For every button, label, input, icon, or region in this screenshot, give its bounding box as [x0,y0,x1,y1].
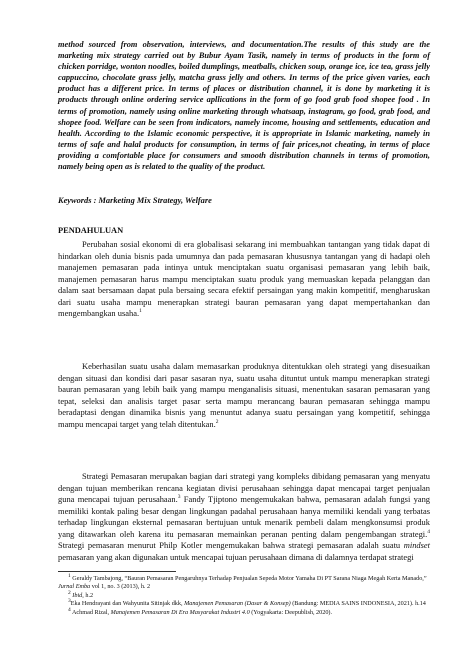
footnote-4-italic: Manajemen Pemasaran Di Era Masyarakat Industri 4.0 [110,608,250,616]
paragraph-3-text-a: Strategi Pemasaran merupakan bagian dari strategi yang kompleks dibidang pemasaran yang menyatu dengan tujuan memberikan rencana kegiatan divisi perusahaan sehingga dapat mencapai target penjualan guna mencapai tujuan perusahaan. [58,471,430,505]
keywords-line: Keywords : Marketing Mix Strategy, Welfare [58,196,212,205]
footnote-4-number: 4 [68,606,71,613]
footnote-4-text-b: (Yogyakarta: Deepublish, 2020). [249,608,333,616]
footnote-2-number: 2 [68,589,71,596]
footnote-ref-2: 2 [215,418,219,425]
paragraph-3-text-c: Strategi pemasaran menurut Philp Kotler mengemukakan bahwa strategi pemasaran adalah suatu [58,540,404,551]
footnote-2-text: , h.2 [82,591,94,599]
paragraph-1-text: Perubahan sosial ekonomi di era globalisasi sekarang ini membuahkan tantangan yang tidak dapat di hindarkan oleh dunia bisnis pada umumnya dan pada pemasaran khususnya tantangan yang di hadapi oleh manajemen pemasaran pada intinya untuk menciptakan suatu organisasi pemasaran yang lebih baik, manajemen pemasaran harus mampu menciptakan suatu produk yang memuaskan kepada pelanggan dan dalam saat bersamaan dapat pula bersaing secara efektif persaingan yang makin kompetitif, mengharuskan dari suatu usaha mampu menerapkan strategi bauran pemasaran yang dapat mempertahankan dan mengembangkan usaha. [58,239,430,319]
footnote-3-text-a: Eka Hendrayani dan Wahyunita Sitinjak dkk, [70,600,185,608]
paragraph-1 [58,239,430,320]
footnote-1-text-b: vol 1, no. 3 (2013), h. 2 [90,583,151,591]
footnote-ref-4: 4 [427,528,430,535]
paragraph-2 [58,361,430,430]
footnotes [58,572,430,617]
footnote-1-italic: Jurnal Emba [58,583,91,591]
paragraph-3-text-d: pemasaran yang akan digunakan untuk mencapai tujuan perusahaan dimana di dalamnya terdapat strategi [58,551,414,562]
footnote-ref-3: 3 [177,494,181,501]
footnote-1-text-a: Geraldy Tambajong, “Bauran Pemasaran Pengaruhnya Terhadap Penjualan Sepeda Motor Yamaha Di PT Sarana Niaga Megah Kerta Manado,” [70,575,427,582]
paragraph-3-italic: mindset [403,540,430,551]
footnote-4 [58,606,430,617]
footnote-divider [58,571,176,572]
paragraph-2-text: Keberhasilan suatu usaha dalam memasarkan produknya ditentukkan oleh strategi yang disesuaikan dengan situasi dan kondisi dari pasar sasaran nya, suatu usaha dituntut untuk mampu menerapkan strategi bauran pemasaran yang lebih baik yang mampu menganalisis situasi, menentukan sasaran pemasaran yang tepat, seleksi dan analisis target pasar serta mampu merancang bauran pemasaran sehingga mampu beradaptasi dengan dinamika bisnis yang menuntut adanya suatu persaingan yang kompetitif, sehingga mampu mencapai target yang telah ditentukan. [58,361,430,429]
paragraph-3 [58,471,430,563]
footnote-3-text-b: (Bandung: MEDIA SAINS INDONESIA, 2021). h.14 [290,600,426,608]
footnote-3-number: 3 [68,598,71,605]
footnote-2-italic: Ibid [70,591,83,599]
footnote-3 [58,600,430,608]
footnote-4-text-a: Achmad Rizal, [70,608,111,616]
footnote-1-number: 1 [68,572,71,579]
footnote-2 [58,589,430,600]
footnote-1 [58,572,430,592]
footnote-3-italic: Manajemen Pemasaran (Dasar & Konsep) [184,600,291,608]
footnote-ref-1: 1 [139,308,142,315]
paragraph-3-text-b: Fandy Tjiptono mengemukakan bahwa, pemasaran adalah fungsi yang memiliki kontak paling besar dengan lingkungan padahal perusahaan hanya memiliki kendali yang terbatas terhadap lingkungan eksternal pemasaran bertujuan untuk menarik pembeli dalam mengkonsumsi produk yang ditawarkan oleh karena itu pemasaran memainkan peranan penting dalam pengembangan strategi. [58,494,431,539]
section-heading: PENDAHULUAN [58,226,124,235]
abstract-text: method sourced from observation, interviews, and documentation.The results of this study are the marketing mix strategy carried out by Bubur Ayam Tasik, namely in terms of products in the form of chicken porridge, wonton noodles, boiled dumplings, meatballs, chicken soup, orange ice, ice tea, grass jelly cappuccino, chocolate grass jelly, matcha grass jelly and others. In terms of the price given varies, each product has a different price. In terms of places or distribution channel, it is done by marketing it is products through online ordering service apllications in the form of go food grab food shopee food . In terms of promotion, namely using online marketing through whatsaap, instagram, go food, grab food, and shopee food. Welfare can be seen from indicators, namely income, housing and settlements, education and health. According to the Islamic economic perspective, it is appropriate in Islamic marketing, namely in terms of safe and halal products for consumption, in terms of fair prices,not cheating, in terms of place providing a comfortable place for consumers and smooth distribution channels in terms of promotion, namely being open as is related to the quality of the product. [58,40,430,172]
